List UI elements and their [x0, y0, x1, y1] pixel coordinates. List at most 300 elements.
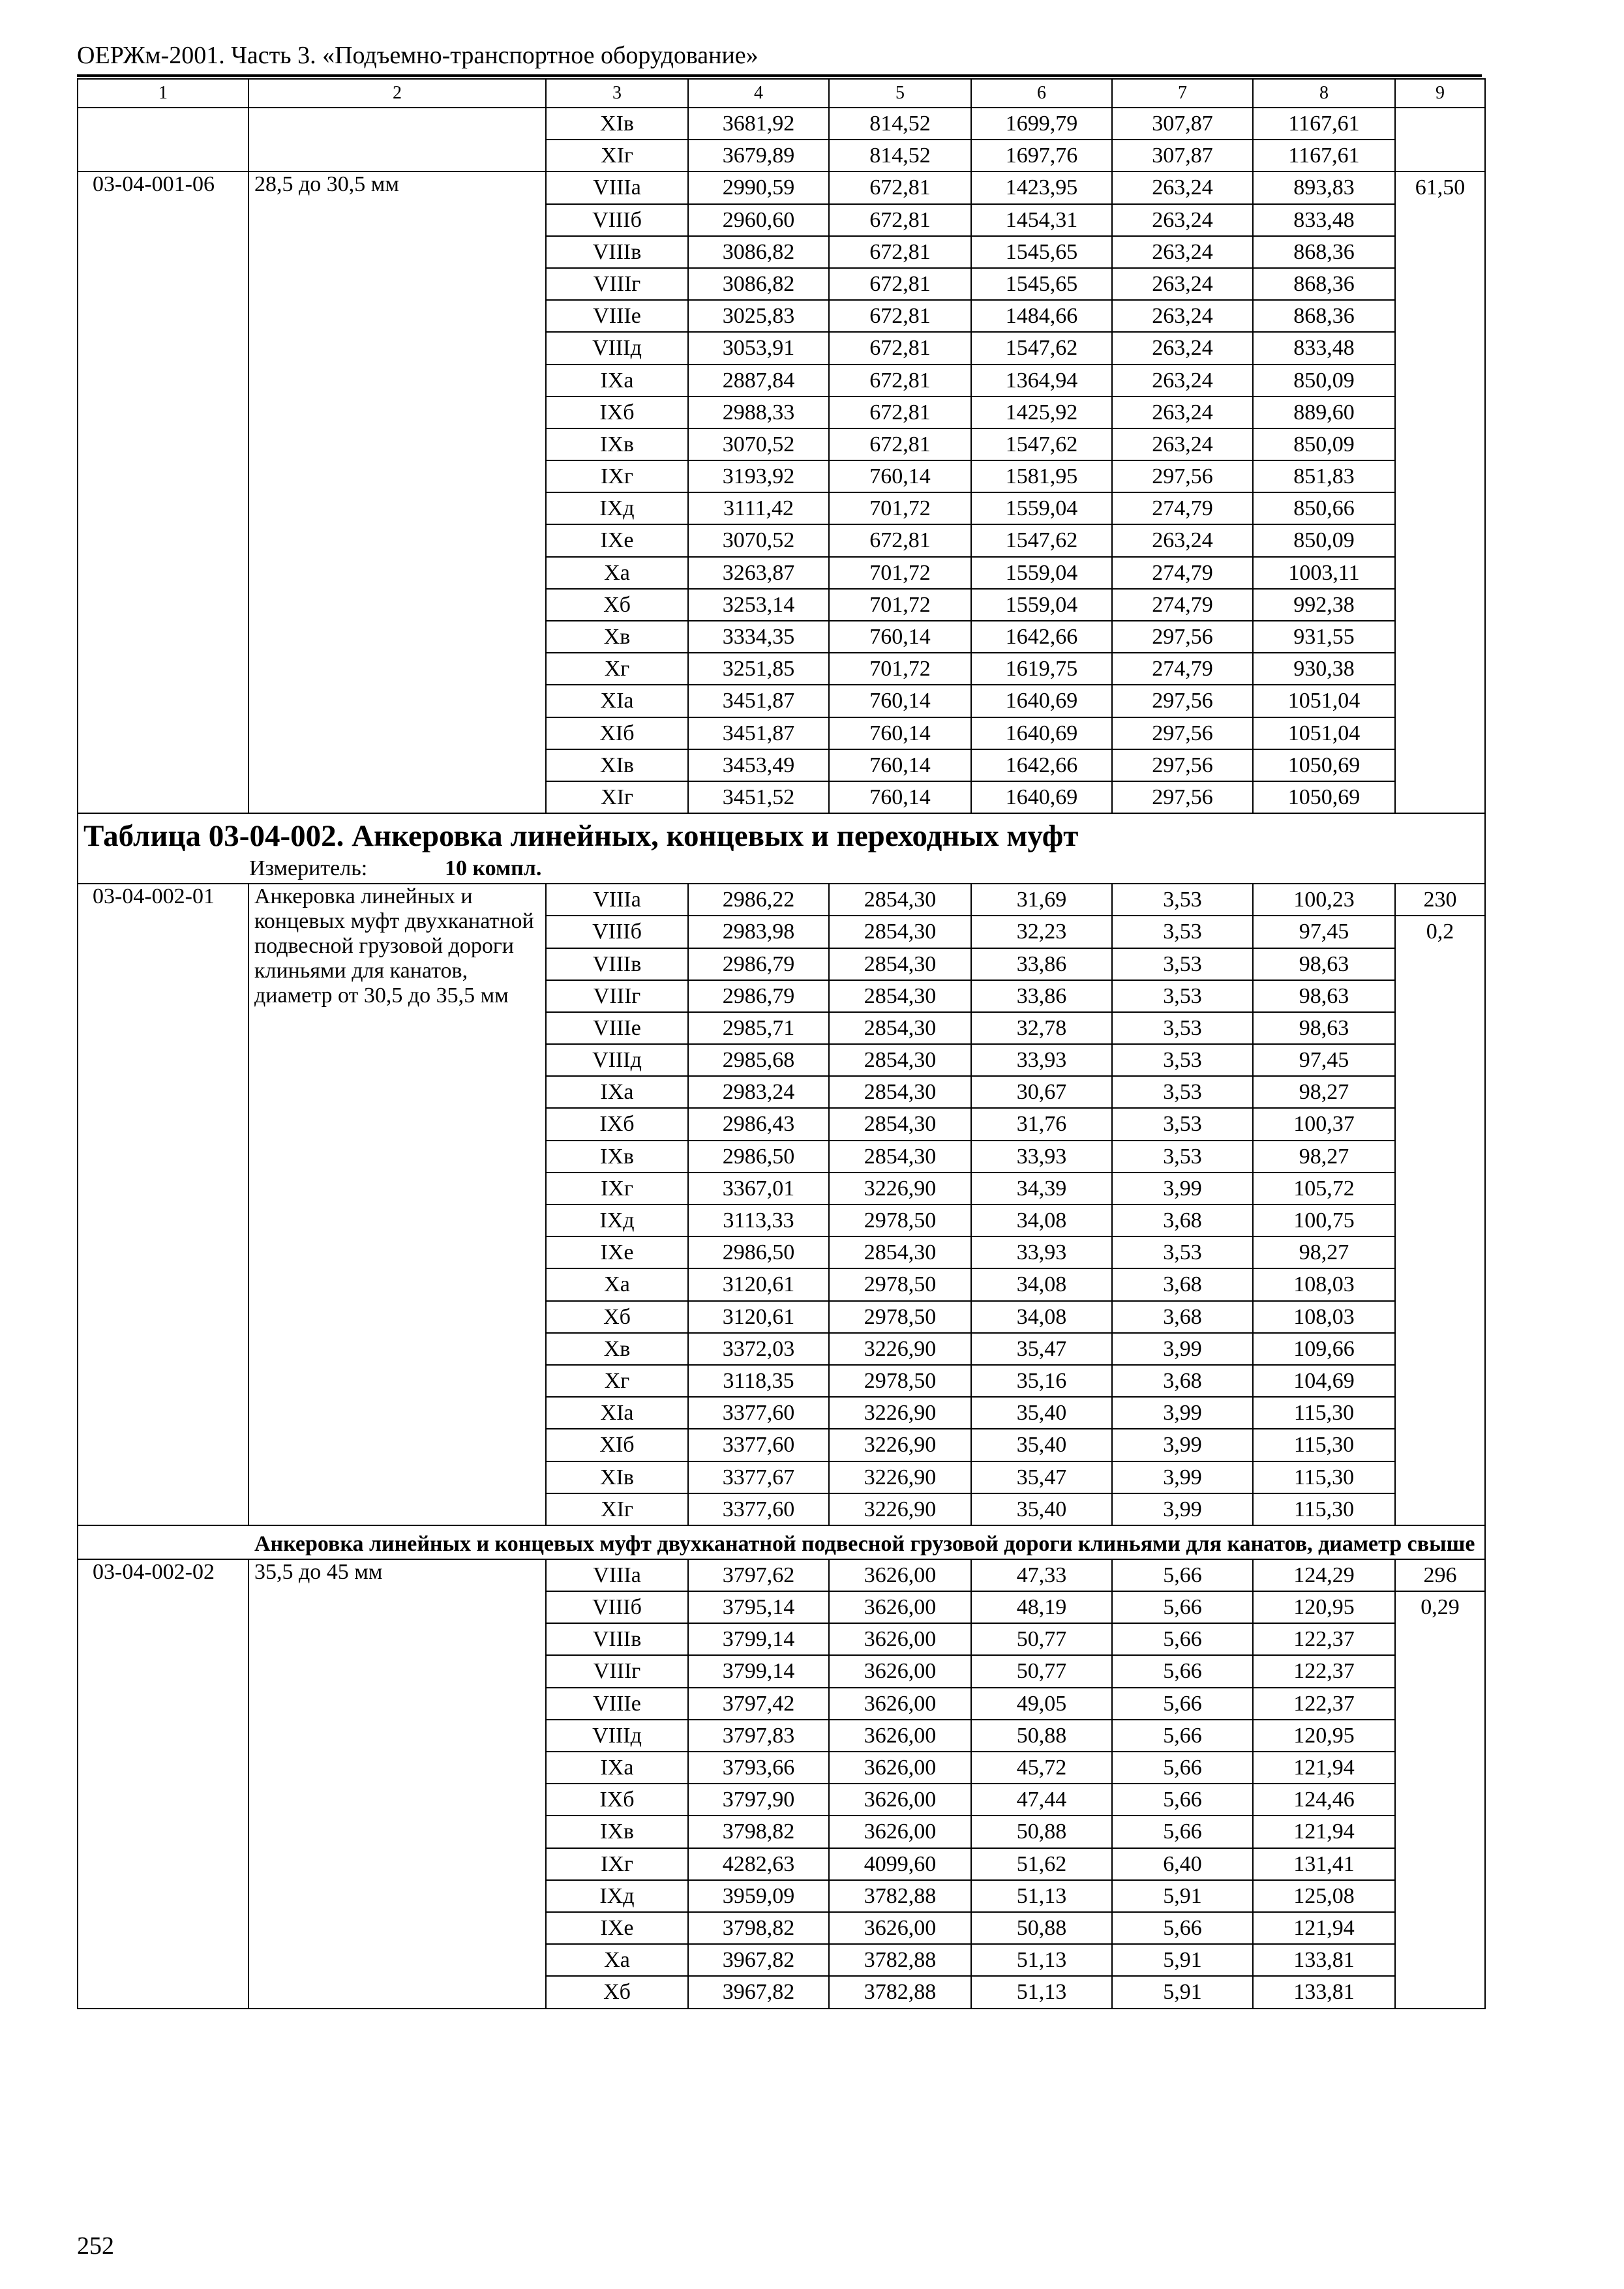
value-cell: 51,13: [971, 1880, 1112, 1912]
table-title-row: [78, 813, 1485, 884]
class-cell: Xа: [546, 557, 688, 589]
value-cell: 3,53: [1112, 980, 1253, 1012]
class-cell: Xб: [546, 1301, 688, 1333]
value-cell: 814,52: [829, 108, 971, 140]
class-cell: VIIIа: [546, 1559, 688, 1591]
value-cell: 1547,62: [971, 428, 1112, 460]
value-cell: 33,86: [971, 948, 1112, 980]
value-cell: 30,67: [971, 1076, 1112, 1108]
measurement-unit-value: 10 компл.: [445, 856, 542, 881]
value-cell: 3681,92: [688, 108, 829, 140]
class-cell: VIIIг: [546, 268, 688, 300]
value-cell: 672,81: [829, 268, 971, 300]
rates-table-container: [77, 78, 1484, 2009]
class-cell: VIIIб: [546, 204, 688, 236]
value-cell: 760,14: [829, 717, 971, 749]
value-cell: 2978,50: [829, 1365, 971, 1397]
section-subtitle: Анкеровка линейных и концевых муфт двухканатной подвесной грузовой дороги клиньями для канатов, диаметр свыше: [78, 1525, 1485, 1559]
value-cell: 2854,30: [829, 916, 971, 948]
value-cell: 3967,82: [688, 1976, 829, 2008]
value-cell: 47,44: [971, 1784, 1112, 1816]
value-cell: 3120,61: [688, 1268, 829, 1300]
value-cell: 850,09: [1253, 365, 1395, 396]
value-cell: 6,40: [1112, 1848, 1253, 1880]
value-cell: 297,56: [1112, 685, 1253, 717]
value-cell: 3626,00: [829, 1591, 971, 1623]
value-cell: 672,81: [829, 236, 971, 268]
value-cell: 3025,83: [688, 300, 829, 332]
class-cell: XIг: [546, 781, 688, 813]
value-cell: 5,66: [1112, 1752, 1253, 1784]
table-title: Таблица 03-04-002. Анкеровка линейных, концевых и переходных муфт: [83, 819, 1079, 854]
value-cell: 35,40: [971, 1397, 1112, 1429]
value-cell: 3111,42: [688, 492, 829, 524]
value-cell: 5,66: [1112, 1912, 1253, 1944]
value-cell: 33,93: [971, 1044, 1112, 1076]
value-cell: 2988,33: [688, 396, 829, 428]
value-cell: 274,79: [1112, 589, 1253, 621]
value-cell: 3626,00: [829, 1784, 971, 1816]
value-cell: 1051,04: [1253, 717, 1395, 749]
value-cell: 1642,66: [971, 749, 1112, 781]
value-cell: 672,81: [829, 204, 971, 236]
value-cell: 3967,82: [688, 1944, 829, 1976]
value-cell: 3451,87: [688, 717, 829, 749]
value-cell: 3226,90: [829, 1461, 971, 1493]
value-cell: 35,47: [971, 1333, 1112, 1365]
value-cell: 3377,60: [688, 1397, 829, 1429]
class-cell: VIIIе: [546, 1012, 688, 1044]
value-cell: 100,75: [1253, 1204, 1395, 1236]
value-cell: 3798,82: [688, 1912, 829, 1944]
value-cell: 868,36: [1253, 236, 1395, 268]
rate-description: [248, 108, 546, 172]
column-number: 5: [829, 79, 971, 108]
value-cell: 931,55: [1253, 621, 1395, 653]
value-cell: 121,94: [1253, 1816, 1395, 1848]
value-cell: 1545,65: [971, 268, 1112, 300]
class-cell: VIIIа: [546, 172, 688, 203]
value-cell: 2854,30: [829, 1141, 971, 1173]
value-cell: 3113,33: [688, 1204, 829, 1236]
class-cell: XIб: [546, 717, 688, 749]
value-cell: 31,76: [971, 1108, 1112, 1140]
value-cell: 274,79: [1112, 653, 1253, 685]
class-cell: VIIIг: [546, 1655, 688, 1687]
value-cell: 124,29: [1253, 1559, 1395, 1591]
value-cell: 51,13: [971, 1976, 1112, 2008]
value-cell: 3,53: [1112, 1012, 1253, 1044]
value-cell: 3626,00: [829, 1912, 971, 1944]
value-cell: 49,05: [971, 1688, 1112, 1720]
class-cell: IXг: [546, 1173, 688, 1204]
column-number: 4: [688, 79, 829, 108]
value-cell: 5,66: [1112, 1591, 1253, 1623]
column-number: 3: [546, 79, 688, 108]
value-cell: 34,08: [971, 1268, 1112, 1300]
value-cell: 1051,04: [1253, 685, 1395, 717]
column-number: 9: [1395, 79, 1485, 108]
value-cell: 133,81: [1253, 1944, 1395, 1976]
value-cell: 5,66: [1112, 1559, 1253, 1591]
value-cell: 263,24: [1112, 300, 1253, 332]
value-cell: 307,87: [1112, 140, 1253, 172]
value-cell: 1640,69: [971, 781, 1112, 813]
value-cell: 5,66: [1112, 1720, 1253, 1752]
value-cell: 2854,30: [829, 1236, 971, 1268]
value-cell: 122,37: [1253, 1623, 1395, 1655]
class-cell: IXе: [546, 1236, 688, 1268]
value-cell: 98,27: [1253, 1236, 1395, 1268]
value-cell: 701,72: [829, 653, 971, 685]
value-cell: 297,56: [1112, 621, 1253, 653]
value-cell: 3799,14: [688, 1623, 829, 1655]
value-cell: 1697,76: [971, 140, 1112, 172]
class-cell: IXа: [546, 365, 688, 396]
class-cell: VIIIа: [546, 884, 688, 916]
value-cell: 3,99: [1112, 1429, 1253, 1461]
column-number: 2: [248, 79, 546, 108]
value-cell: 1050,69: [1253, 781, 1395, 813]
rate-description: 28,5 до 30,5 мм: [248, 172, 546, 813]
value-cell: 3,68: [1112, 1204, 1253, 1236]
class-cell: IXв: [546, 1141, 688, 1173]
class-cell: XIа: [546, 685, 688, 717]
value-cell: 34,08: [971, 1301, 1112, 1333]
value-cell: 31,69: [971, 884, 1112, 916]
class-cell: Xг: [546, 1365, 688, 1397]
value-cell: 121,94: [1253, 1912, 1395, 1944]
class-cell: IXг: [546, 460, 688, 492]
value-cell: 125,08: [1253, 1880, 1395, 1912]
value-cell: 760,14: [829, 781, 971, 813]
value-cell: 2985,71: [688, 1012, 829, 1044]
value-cell: 33,93: [971, 1236, 1112, 1268]
table-title-cell: [78, 813, 1485, 884]
value-cell: 3626,00: [829, 1623, 971, 1655]
value-cell: 98,63: [1253, 1012, 1395, 1044]
value-cell: 2986,43: [688, 1108, 829, 1140]
running-title: ОЕРЖм-2001. Часть 3. «Подъемно-транспортное оборудование»: [77, 42, 759, 69]
class-cell: XIв: [546, 1461, 688, 1493]
class-cell: IXе: [546, 524, 688, 556]
value-cell: 5,91: [1112, 1976, 1253, 2008]
value-cell: 1454,31: [971, 204, 1112, 236]
value-cell: 672,81: [829, 365, 971, 396]
value-cell: 3253,14: [688, 589, 829, 621]
value-cell: 2854,30: [829, 884, 971, 916]
value-cell: 1364,94: [971, 365, 1112, 396]
value-cell: 3334,35: [688, 621, 829, 653]
value-cell: 3367,01: [688, 1173, 829, 1204]
value-cell: 2854,30: [829, 1076, 971, 1108]
value-cell: 2854,30: [829, 948, 971, 980]
section-subtitle-row: [78, 1525, 1485, 1559]
value-cell: 1559,04: [971, 492, 1112, 524]
value-cell: 850,09: [1253, 524, 1395, 556]
class-cell: XIв: [546, 749, 688, 781]
value-cell: 672,81: [829, 332, 971, 364]
class-cell: IXг: [546, 1848, 688, 1880]
class-cell: IXв: [546, 1816, 688, 1848]
value-cell: 2960,60: [688, 204, 829, 236]
value-cell: 274,79: [1112, 492, 1253, 524]
value-cell: 5,66: [1112, 1655, 1253, 1687]
value-cell: 3959,09: [688, 1880, 829, 1912]
value-cell: 833,48: [1253, 332, 1395, 364]
value-cell: 34,39: [971, 1173, 1112, 1204]
value-cell: 1640,69: [971, 685, 1112, 717]
value-cell: 5,66: [1112, 1623, 1253, 1655]
class-cell: Xб: [546, 1976, 688, 2008]
value-cell: 263,24: [1112, 365, 1253, 396]
value-cell: 3,99: [1112, 1493, 1253, 1525]
value-cell: 35,16: [971, 1365, 1112, 1397]
value-cell: 760,14: [829, 685, 971, 717]
value-cell: 98,63: [1253, 948, 1395, 980]
value-cell: 3,53: [1112, 1108, 1253, 1140]
value-cell: 672,81: [829, 172, 971, 203]
value-cell: 34,08: [971, 1204, 1112, 1236]
value-cell: 98,27: [1253, 1141, 1395, 1173]
value-cell: 274,79: [1112, 557, 1253, 589]
value-cell: 2854,30: [829, 1108, 971, 1140]
value-cell: 35,47: [971, 1461, 1112, 1493]
class-cell: IXе: [546, 1912, 688, 1944]
page-number: 252: [77, 2232, 114, 2260]
value-cell: 297,56: [1112, 781, 1253, 813]
value-cell: 1559,04: [971, 589, 1112, 621]
value-cell: 3626,00: [829, 1720, 971, 1752]
value-cell: 2986,50: [688, 1236, 829, 1268]
value-cell: 3377,60: [688, 1493, 829, 1525]
col9-cell: 230: [1395, 884, 1485, 916]
col9-cell: 61,50: [1395, 172, 1485, 813]
value-cell: 3797,62: [688, 1559, 829, 1591]
class-cell: XIг: [546, 1493, 688, 1525]
value-cell: 3086,82: [688, 268, 829, 300]
value-cell: 3626,00: [829, 1655, 971, 1687]
value-cell: 672,81: [829, 428, 971, 460]
value-cell: 97,45: [1253, 1044, 1395, 1076]
value-cell: 3118,35: [688, 1365, 829, 1397]
value-cell: 3,53: [1112, 884, 1253, 916]
class-cell: IXб: [546, 396, 688, 428]
column-number: 6: [971, 79, 1112, 108]
value-cell: 33,86: [971, 980, 1112, 1012]
value-cell: 1547,62: [971, 524, 1112, 556]
class-cell: IXа: [546, 1076, 688, 1108]
class-cell: XIг: [546, 140, 688, 172]
value-cell: 4282,63: [688, 1848, 829, 1880]
class-cell: VIIIб: [546, 916, 688, 948]
class-cell: IXд: [546, 492, 688, 524]
value-cell: 5,91: [1112, 1880, 1253, 1912]
value-cell: 3798,82: [688, 1816, 829, 1848]
value-cell: 3,53: [1112, 1236, 1253, 1268]
value-cell: 51,13: [971, 1944, 1112, 1976]
value-cell: 3070,52: [688, 428, 829, 460]
class-cell: VIIIв: [546, 948, 688, 980]
class-cell: Xа: [546, 1944, 688, 1976]
value-cell: 3372,03: [688, 1333, 829, 1365]
value-cell: 1050,69: [1253, 749, 1395, 781]
value-cell: 98,63: [1253, 980, 1395, 1012]
value-cell: 50,77: [971, 1655, 1112, 1687]
value-cell: 1581,95: [971, 460, 1112, 492]
table-row: [78, 884, 1485, 916]
value-cell: 50,88: [971, 1816, 1112, 1848]
value-cell: 3797,90: [688, 1784, 829, 1816]
value-cell: 672,81: [829, 524, 971, 556]
value-cell: 35,40: [971, 1429, 1112, 1461]
value-cell: 3,99: [1112, 1173, 1253, 1204]
value-cell: 3,99: [1112, 1461, 1253, 1493]
table-row: [78, 172, 1485, 203]
class-cell: VIIIв: [546, 236, 688, 268]
value-cell: 672,81: [829, 396, 971, 428]
value-cell: 297,56: [1112, 749, 1253, 781]
value-cell: 1547,62: [971, 332, 1112, 364]
value-cell: 1167,61: [1253, 108, 1395, 140]
class-cell: VIIIд: [546, 1044, 688, 1076]
class-cell: VIIIб: [546, 1591, 688, 1623]
value-cell: 3226,90: [829, 1173, 971, 1204]
class-cell: IXб: [546, 1784, 688, 1816]
value-cell: 32,23: [971, 916, 1112, 948]
value-cell: 3120,61: [688, 1301, 829, 1333]
value-cell: 893,83: [1253, 172, 1395, 203]
class-cell: Xа: [546, 1268, 688, 1300]
value-cell: 3451,52: [688, 781, 829, 813]
rate-code: 03-04-002-01: [78, 884, 248, 1525]
value-cell: 3453,49: [688, 749, 829, 781]
value-cell: 263,24: [1112, 428, 1253, 460]
col9-cell: 0,2: [1395, 916, 1485, 1525]
value-cell: 2986,79: [688, 948, 829, 980]
value-cell: 297,56: [1112, 717, 1253, 749]
value-cell: 1640,69: [971, 717, 1112, 749]
value-cell: 108,03: [1253, 1268, 1395, 1300]
value-cell: 3,53: [1112, 1141, 1253, 1173]
value-cell: 760,14: [829, 621, 971, 653]
value-cell: 3377,60: [688, 1429, 829, 1461]
value-cell: 2978,50: [829, 1204, 971, 1236]
value-cell: 3251,85: [688, 653, 829, 685]
column-number-row: [78, 79, 1485, 108]
value-cell: 131,41: [1253, 1848, 1395, 1880]
rate-code: 03-04-002-02: [78, 1559, 248, 2009]
value-cell: 1699,79: [971, 108, 1112, 140]
class-cell: Xб: [546, 589, 688, 621]
value-cell: 2978,50: [829, 1301, 971, 1333]
value-cell: 122,37: [1253, 1655, 1395, 1687]
value-cell: 1559,04: [971, 557, 1112, 589]
value-cell: 115,30: [1253, 1461, 1395, 1493]
value-cell: 115,30: [1253, 1493, 1395, 1525]
value-cell: 2983,24: [688, 1076, 829, 1108]
value-cell: 5,91: [1112, 1944, 1253, 1976]
table-row: [78, 108, 1485, 140]
value-cell: 814,52: [829, 140, 971, 172]
class-cell: Xг: [546, 653, 688, 685]
value-cell: 3782,88: [829, 1880, 971, 1912]
value-cell: 120,95: [1253, 1591, 1395, 1623]
col9-cell: 296: [1395, 1559, 1485, 1591]
value-cell: 4099,60: [829, 1848, 971, 1880]
class-cell: VIIIд: [546, 332, 688, 364]
value-cell: 2986,22: [688, 884, 829, 916]
col9-cell: [1395, 108, 1485, 172]
class-cell: Xв: [546, 1333, 688, 1365]
value-cell: 32,78: [971, 1012, 1112, 1044]
value-cell: 45,72: [971, 1752, 1112, 1784]
class-cell: XIб: [546, 1429, 688, 1461]
value-cell: 3263,87: [688, 557, 829, 589]
value-cell: 833,48: [1253, 204, 1395, 236]
value-cell: 263,24: [1112, 172, 1253, 203]
value-cell: 35,40: [971, 1493, 1112, 1525]
column-number: 1: [78, 79, 248, 108]
value-cell: 3,99: [1112, 1397, 1253, 1429]
value-cell: 3679,89: [688, 140, 829, 172]
value-cell: 100,23: [1253, 884, 1395, 916]
value-cell: 850,09: [1253, 428, 1395, 460]
value-cell: 263,24: [1112, 204, 1253, 236]
class-cell: Xв: [546, 621, 688, 653]
value-cell: 2854,30: [829, 1044, 971, 1076]
value-cell: 3782,88: [829, 1976, 971, 2008]
value-cell: 3799,14: [688, 1655, 829, 1687]
measurement-unit-row: [83, 856, 1479, 882]
value-cell: 3226,90: [829, 1429, 971, 1461]
value-cell: 3451,87: [688, 685, 829, 717]
class-cell: VIIIе: [546, 300, 688, 332]
value-cell: 109,66: [1253, 1333, 1395, 1365]
measurement-unit-label: Измеритель:: [249, 856, 368, 881]
value-cell: 701,72: [829, 557, 971, 589]
value-cell: 115,30: [1253, 1429, 1395, 1461]
rates-table-body: [78, 79, 1485, 2009]
value-cell: 2854,30: [829, 1012, 971, 1044]
class-cell: XIв: [546, 108, 688, 140]
value-cell: 263,24: [1112, 396, 1253, 428]
class-cell: IXа: [546, 1752, 688, 1784]
rate-description: Анкеровка линейных и концевых муфт двухканатной подвесной грузовой дороги клиньями для канатов, диаметр от 30,5 до 35,5 мм: [248, 884, 546, 1525]
value-cell: 3797,83: [688, 1720, 829, 1752]
value-cell: 1167,61: [1253, 140, 1395, 172]
value-cell: 851,83: [1253, 460, 1395, 492]
value-cell: 1003,11: [1253, 557, 1395, 589]
value-cell: 2986,50: [688, 1141, 829, 1173]
value-cell: 5,66: [1112, 1816, 1253, 1848]
value-cell: 3070,52: [688, 524, 829, 556]
value-cell: 97,45: [1253, 916, 1395, 948]
value-cell: 760,14: [829, 460, 971, 492]
value-cell: 2986,79: [688, 980, 829, 1012]
value-cell: 2985,68: [688, 1044, 829, 1076]
value-cell: 3,68: [1112, 1365, 1253, 1397]
value-cell: 3,99: [1112, 1333, 1253, 1365]
value-cell: 263,24: [1112, 236, 1253, 268]
value-cell: 48,19: [971, 1591, 1112, 1623]
value-cell: 2854,30: [829, 980, 971, 1012]
value-cell: 104,69: [1253, 1365, 1395, 1397]
class-cell: VIIIв: [546, 1623, 688, 1655]
value-cell: 3626,00: [829, 1559, 971, 1591]
table-row: [78, 1559, 1485, 1591]
value-cell: 3626,00: [829, 1688, 971, 1720]
